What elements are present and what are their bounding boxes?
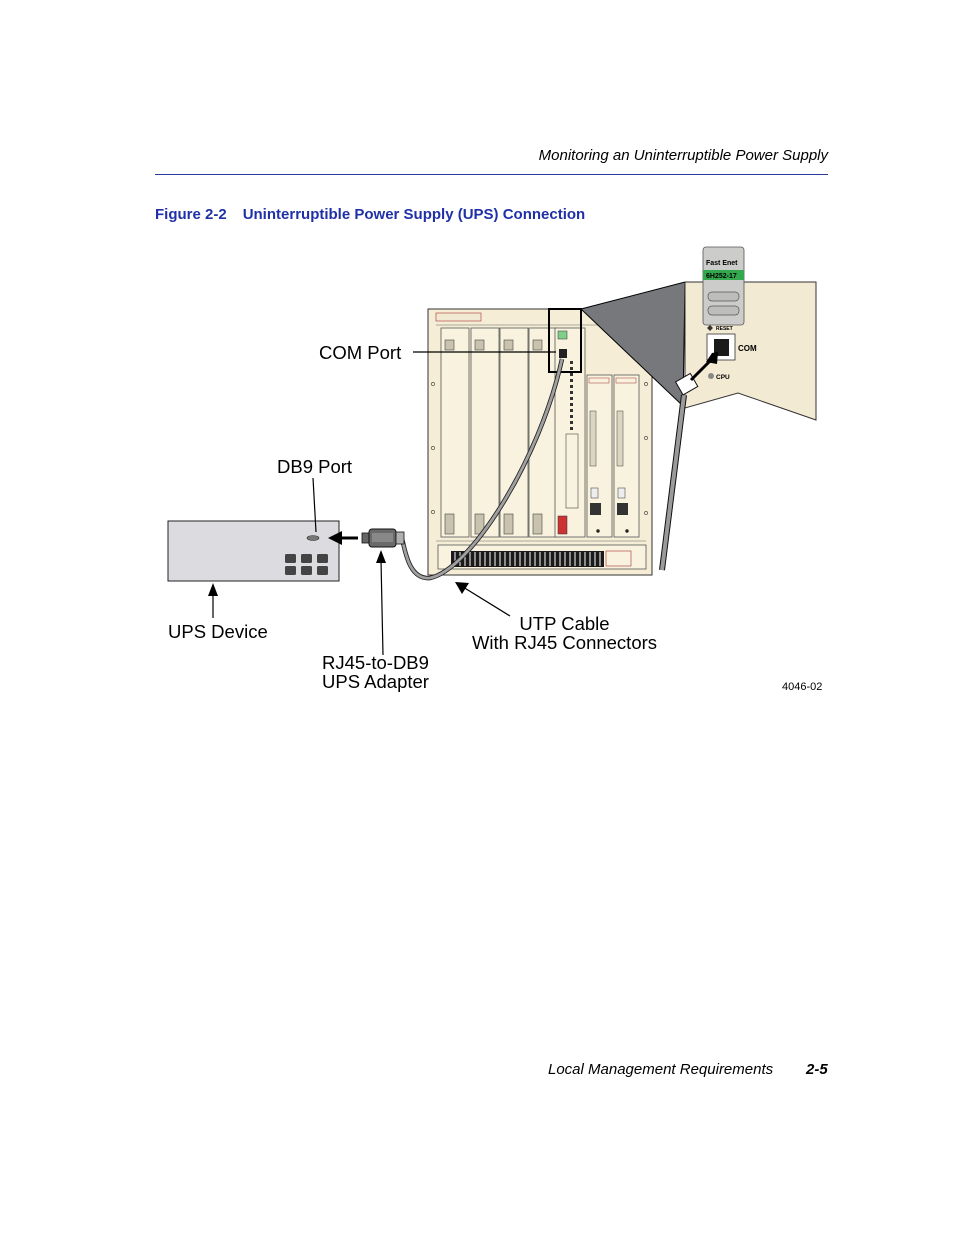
com-label: COM: [738, 344, 757, 353]
utp-cable-label-line2: With RJ45 Connectors: [471, 632, 658, 653]
adapter-label-line1: RJ45-to-DB9: [322, 652, 429, 673]
ups-device-label: UPS Device: [168, 621, 268, 642]
figure-title: Uninterruptible Power Supply (UPS) Connection: [242, 206, 586, 223]
page-number: 2-5: [806, 1061, 828, 1078]
footer-section: Local Management Requirements: [548, 1061, 774, 1078]
running-head: Monitoring an Uninterruptible Power Supply: [538, 147, 828, 164]
cpu-led-icon: [708, 373, 714, 379]
utp-cable-label: [462, 614, 667, 652]
module-name: Fast Enet: [706, 260, 738, 267]
utp-cable-label-line1: UTP Cable: [519, 613, 610, 634]
cpu-label: CPU: [716, 374, 730, 381]
figure-id: 4046-02: [782, 681, 823, 693]
db9-port-icon: [307, 536, 319, 541]
adapter-label: [322, 653, 429, 691]
chassis: [428, 309, 652, 575]
db9-port-label: DB9 Port: [277, 456, 353, 477]
ups-adapter: [362, 529, 404, 547]
module-model: 6H252-17: [706, 273, 737, 280]
ups-device: [168, 521, 339, 581]
figure-number: Figure 2-2: [155, 206, 227, 223]
adapter-label-line2: UPS Adapter: [322, 671, 429, 692]
com-port-label: COM Port: [319, 342, 402, 363]
reset-label: RESET: [716, 326, 733, 332]
